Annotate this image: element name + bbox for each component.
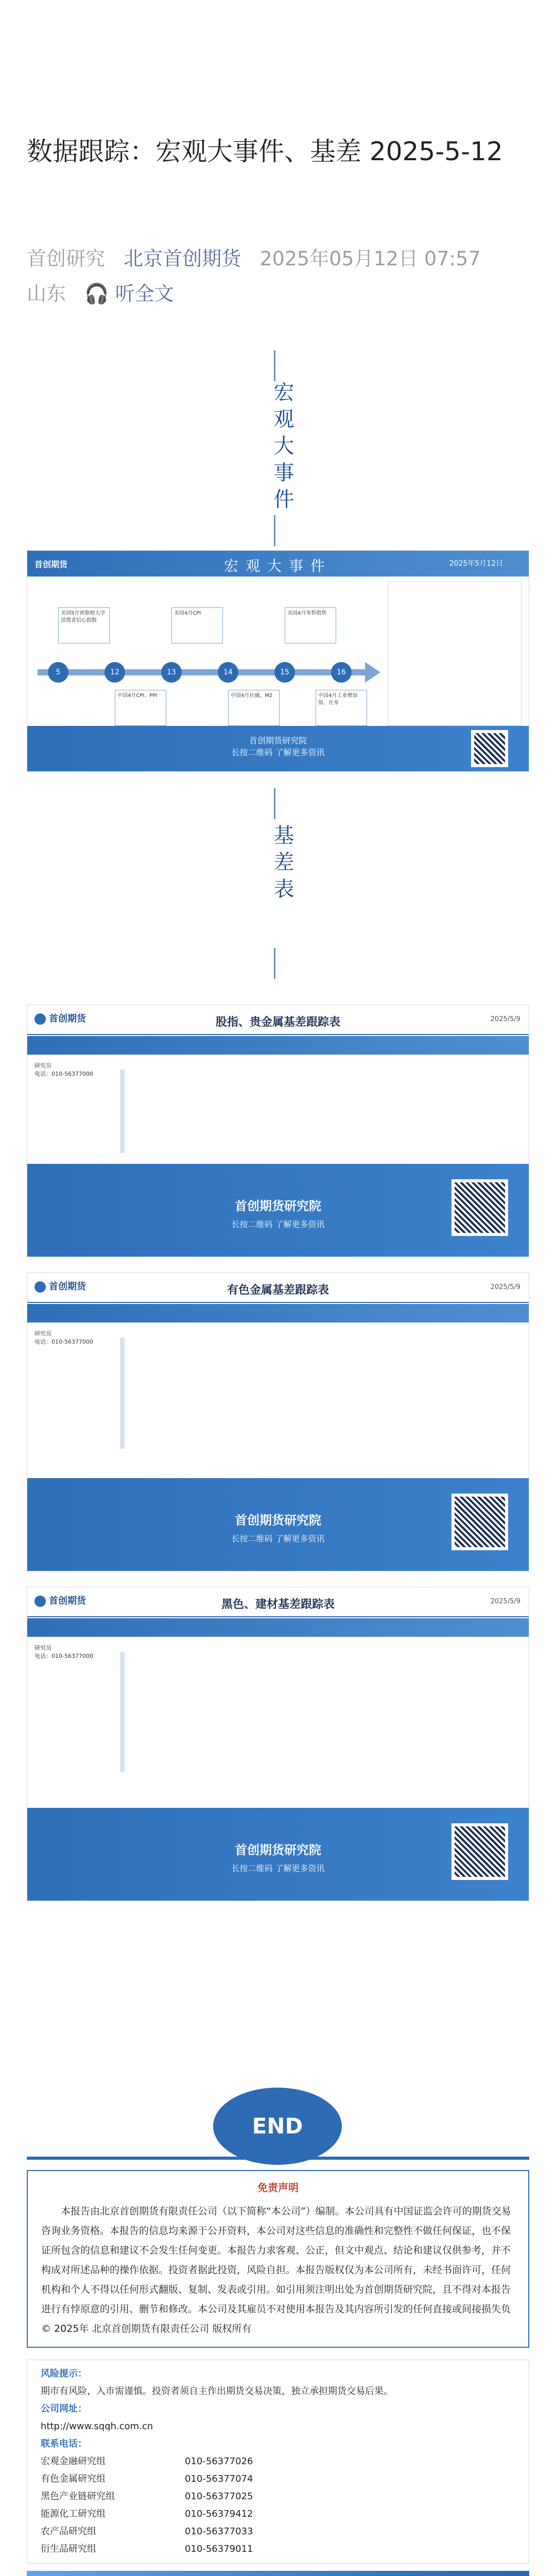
divider-line <box>274 948 275 979</box>
basis-table-image <box>27 1273 529 1571</box>
qr-code <box>471 730 508 767</box>
panel-date: 2025/5/9 <box>490 1015 520 1023</box>
event-box: 中国4月社融、M2 <box>228 690 280 726</box>
header-band <box>27 1036 529 1055</box>
brand-logo: 首创期货 <box>34 560 68 569</box>
author-link[interactable]: 北京首创期货 <box>124 247 241 270</box>
phone-row: 宏观金融研究组 010-56377026 <box>41 2456 253 2467</box>
phone-row: 有色金属研究组 010-56377074 <box>41 2473 253 2484</box>
qr-code <box>451 1179 508 1236</box>
brand-logo: 首创期货 <box>34 1594 86 1607</box>
qr-code <box>451 1494 508 1550</box>
event-detail-list <box>388 582 522 726</box>
header-band <box>27 1304 529 1323</box>
panel-footer: 首创期货研究院 长按二维码 了解更多资讯 <box>27 1478 529 1571</box>
phone-row: 黑色产业链研究组 010-56377025 <box>41 2491 253 2502</box>
end-divider <box>27 2157 529 2160</box>
panel-footer: 首创期货研究院 长按二维码 了解更多资讯 <box>27 1808 529 1901</box>
macro-events-image <box>27 550 529 772</box>
website-label: 公司网址： <box>41 2403 87 2414</box>
panel-header <box>27 1005 529 1035</box>
panel-date: 2025年5月12日 <box>449 560 503 568</box>
footer-subtitle: 长按二维码 了解更多资讯 <box>231 748 325 757</box>
panel-title: 股指、贵金属基差跟踪表 <box>215 1016 340 1029</box>
basis-table <box>120 1641 125 1772</box>
brand-logo: 首创期货 <box>34 1011 86 1025</box>
listen-button[interactable]: 🎧 听全文 <box>84 282 174 305</box>
basis-table <box>120 1059 125 1153</box>
publish-datetime: 2025年05月12日 07:57 <box>259 247 481 270</box>
disclaimer-box <box>27 2170 529 2348</box>
qr-code <box>451 1823 508 1880</box>
event-box: 美国4月CPI <box>171 607 223 643</box>
website-link[interactable]: http://www.sqqh.com.cn <box>41 2421 153 2432</box>
brand-logo: 首创期货 <box>34 1279 86 1293</box>
timeline-node: 16 <box>331 662 352 683</box>
end-badge: END <box>213 2088 342 2165</box>
timeline-node: 15 <box>274 662 295 683</box>
header-band <box>27 1618 529 1637</box>
panel-header <box>27 1273 529 1303</box>
section-label-macro: 宏观大事件 <box>270 381 294 515</box>
event-box: 中国4月工业增加值、社零 <box>316 690 367 726</box>
disclaimer-body: 本报告由北京首创期货有限责任公司（以下简称“本公司”）编制。本公司具有中国证监会许可的期货交易咨询业务资格。本报告的信息均来源于公开资料，本公司对这些信息的准确性和完整性不做任何保证，也不保证所包含的信息和建议不会发生任何变更。本报告力求客观、公正，但文中观点、结论和建议仅供参考，并不构成对所述品种的操作依据。投资者据此投资，风险自担。本报告版权仅为本公司所有，未经书面许可，任何机构和个人不得以任何形式翻版、复制、发表或引用。如引用须注明出处为首创期货研究院，且不得对本报告进行有悖原意的引用、删节和修改。本公司及其雇员不对使用本报告及其内容所引发的任何直接或间接损失负 <box>41 2206 511 2315</box>
risk-text: 期市有风险，入市需谨慎。投资者须自主作出期货交易决策，独立承担期货交易后果。 <box>41 2386 393 2397</box>
panel-header <box>27 1587 529 1617</box>
headphones-icon: 🎧 <box>84 282 109 305</box>
article-meta <box>27 241 531 311</box>
panel-title: 有色金属基差跟踪表 <box>227 1284 329 1297</box>
phone-row: 农产品研究组 010-56377033 <box>41 2526 253 2537</box>
panel-header <box>27 551 529 577</box>
event-box: 美国4月零售销售 <box>285 607 336 643</box>
contact-block <box>27 2360 529 2564</box>
event-box: 中国4月CPI、PPI <box>115 690 166 726</box>
researcher-info: 研究员 电话：010-56377000 <box>34 1645 93 1659</box>
phone-row: 能源化工研究组 010-56379412 <box>41 2509 253 2519</box>
basis-table-image <box>27 1005 529 1257</box>
divider-line <box>274 788 275 819</box>
timeline-node: 12 <box>105 662 125 683</box>
basis-table <box>120 1327 125 1449</box>
panel-footer: 首创期货研究院 长按二维码 了解更多资讯 <box>27 1164 529 1257</box>
divider-line <box>274 515 275 546</box>
footer-title: 首创期货研究院 <box>249 736 307 745</box>
source-label: 首创研究 <box>27 247 106 270</box>
researcher-info: 研究员 电话：010-56377000 <box>34 1330 93 1345</box>
location-label: 山东 <box>27 282 66 305</box>
copyright-text: © 2025年 北京首创期货有限责任公司 版权所有 <box>41 2323 252 2334</box>
panel-footer <box>27 726 529 771</box>
phone-label: 联系电话： <box>41 2438 87 2449</box>
disclaimer-title: 免责声明 <box>257 2181 299 2194</box>
panel-title: 黑色、建材基差跟踪表 <box>221 1598 335 1611</box>
article-title: 数据跟踪：宏观大事件、基差 2025-5-12 <box>27 137 503 166</box>
timeline-node: 13 <box>161 662 182 683</box>
basis-table-image <box>27 1587 529 1901</box>
panel-date: 2025/5/9 <box>490 1283 520 1291</box>
panel-title: 宏观大事件 <box>223 557 332 574</box>
researcher-info: 研究员 电话：010-56377000 <box>34 1062 93 1077</box>
risk-label: 风险提示： <box>41 2368 87 2379</box>
timeline-axis <box>38 669 367 675</box>
timeline-node: 5 <box>48 662 68 683</box>
divider-line <box>274 350 275 381</box>
timeline-node: 14 <box>218 662 238 683</box>
panel-date: 2025/5/9 <box>490 1598 520 1605</box>
event-box: 美国5月密歇根大学消费者信心指数 <box>58 607 110 643</box>
phone-row: 衍生品研究组 010-56379011 <box>41 2544 253 2554</box>
section-label-basis: 基差表 <box>270 824 294 905</box>
brand-banner <box>27 2571 529 2576</box>
